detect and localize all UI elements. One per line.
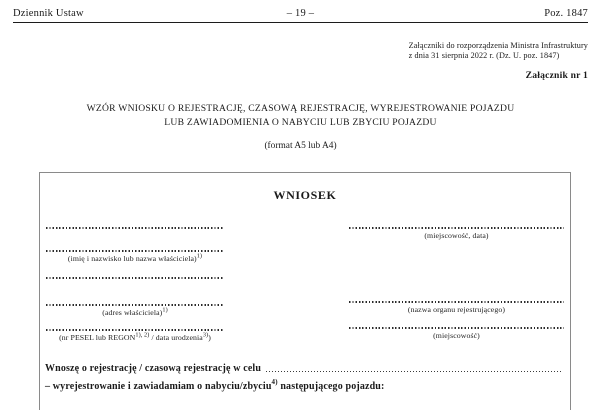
footnote-marker: 4) xyxy=(271,377,278,386)
dotted-fill-line xyxy=(266,371,563,372)
request-line-2-text: – wyrejestrowanie i zawiadamiam o nabyciu/zbyciu xyxy=(45,381,272,392)
place-date-label: (miejscowość, data) xyxy=(424,231,489,240)
form-heading: WNIOSEK xyxy=(273,188,337,202)
place-field xyxy=(349,327,564,340)
blank-field-2 xyxy=(46,277,224,279)
request-line-2-tail: następującego pojazdu: xyxy=(277,381,385,392)
request-line-1-text: Wnoszę o rejestrację / czasową rejestrację w celu xyxy=(45,363,262,374)
dotted-fill-line xyxy=(46,277,224,279)
document-title-line-1: WZÓR WNIOSKU O REJESTRACJĘ, CZASOWĄ REJESTRACJĘ, WYREJESTROWANIE POJAZDU xyxy=(86,103,515,114)
dotted-fill-line xyxy=(46,304,224,306)
request-line-2 xyxy=(45,377,563,392)
document-title-line-2: LUB ZAWIADOMIENIA O NABYCIU LUB ZBYCIU POJAZDU xyxy=(164,117,437,128)
place-date-field xyxy=(349,227,564,240)
header-rule xyxy=(13,22,588,23)
registering-authority-label: (nazwa organu rejestrującego) xyxy=(407,305,506,314)
dotted-fill-line xyxy=(349,327,564,329)
request-paragraph xyxy=(45,363,563,392)
dotted-fill-line xyxy=(46,250,224,252)
dotted-fill-line xyxy=(46,227,224,229)
blank-field-1 xyxy=(46,227,224,229)
annotation-line-1: Załączniki do rozporządzenia Ministra Infrastruktury xyxy=(408,41,588,50)
pesel-regon-label: (nr PESEL lub $REGON^{1), 2)}$ / data urodzenia$^{3)}$) xyxy=(59,331,211,342)
registering-authority-field xyxy=(349,301,564,314)
request-line-1 xyxy=(45,363,563,374)
owner-address-field xyxy=(46,304,224,317)
owner-address-label: (adres właściciela)$^{1)}$ xyxy=(102,306,168,317)
dotted-fill-line xyxy=(349,227,564,229)
document-title xyxy=(30,102,571,130)
owner-name-label: (imię i nazwisko lub nazwa właściciela)$^{1)}$ xyxy=(67,252,203,263)
dotted-fill-line xyxy=(46,329,224,331)
pesel-regon-field xyxy=(46,329,224,342)
place-label: (miejscowość) xyxy=(433,331,480,340)
application-form-box xyxy=(39,172,571,410)
journal-name: Dziennik Ustaw xyxy=(13,8,84,19)
owner-name-field xyxy=(46,250,224,263)
page-number: – 19 – xyxy=(286,8,315,19)
page-header xyxy=(13,8,588,19)
position-number: Poz. 1847 xyxy=(544,8,588,19)
format-note: (format A5 lub A4) xyxy=(264,141,337,151)
regulation-annotation xyxy=(409,41,588,60)
attachment-number-label: Załącznik nr 1 xyxy=(525,70,588,81)
annotation-line-2: z dnia 31 sierpnia 2022 r. (Dz. U. poz. 1847) xyxy=(408,50,560,60)
dotted-fill-line xyxy=(349,301,564,303)
